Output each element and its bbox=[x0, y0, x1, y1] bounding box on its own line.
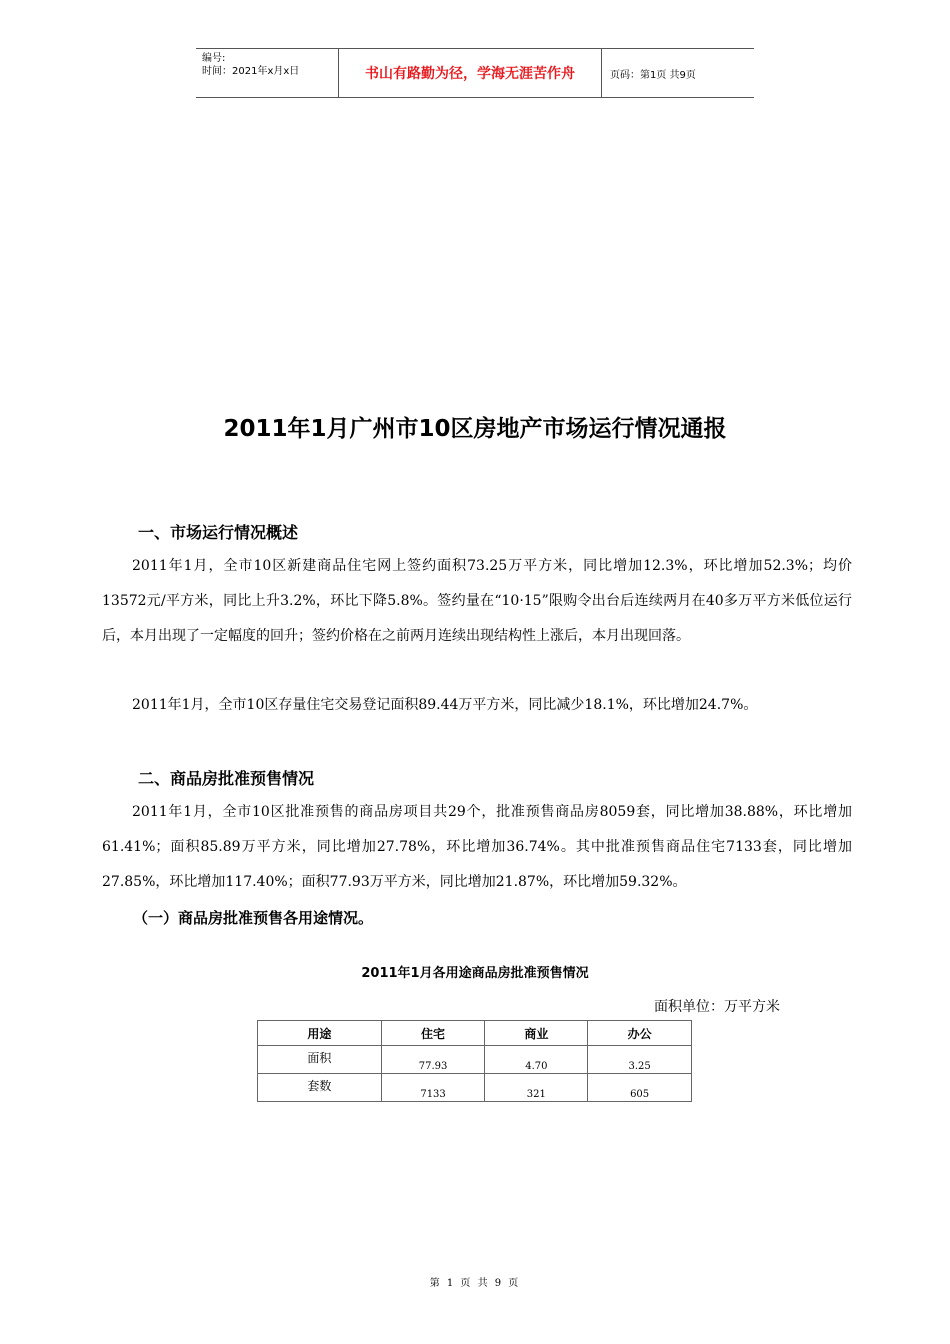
table-header-cell: 住宅 bbox=[381, 1021, 485, 1046]
table-header-row bbox=[258, 1021, 692, 1046]
section1-heading: 一、市场运行情况概述 bbox=[138, 523, 299, 542]
section2-subheading: （一）商品房批准预售各用途情况。 bbox=[133, 909, 374, 927]
table-cell: 321 bbox=[485, 1074, 588, 1102]
table-unit: 面积单位：万平方米 bbox=[654, 999, 780, 1015]
header-motto: 书山有路勤为径，学海无涯苦作舟 bbox=[338, 49, 602, 97]
header-meta bbox=[196, 49, 338, 97]
table-caption: 2011年1月各用途商品房批准预售情况 bbox=[361, 966, 589, 981]
section2-paragraph: 2011年1月，全市10区批准预售的商品房项目共29个，批准预售商品房8059套，同比增加38.88%，环比增加61.41%；面积85.89万平方米，同比增加27.78%，环比增加36.74%。其中批准预售商品住宅7133套，同比增加27.85%，环比增加117.40%；面积77.93万平方米，同比增加21.87%，环比增加59.32%。 bbox=[102, 804, 852, 890]
header-page-info: 页码：第1页 共9页 bbox=[610, 69, 696, 81]
table-header-cell: 用途 bbox=[258, 1021, 382, 1046]
section2-heading: 二、商品房批准预售情况 bbox=[138, 769, 315, 788]
table-header-cell: 办公 bbox=[588, 1021, 692, 1046]
page-header bbox=[196, 48, 754, 98]
table-cell: 605 bbox=[588, 1074, 692, 1102]
table-row bbox=[258, 1046, 692, 1074]
table-row bbox=[258, 1074, 692, 1102]
table-cell: 77.93 bbox=[381, 1046, 485, 1074]
table-cell: 7133 bbox=[381, 1074, 485, 1102]
document-title: 2011年1月广州市10区房地产市场运行情况通报 bbox=[223, 416, 727, 442]
doc-number-label: 编号: bbox=[202, 53, 226, 64]
doc-time-label: 时间：2021年x月x日 bbox=[202, 66, 300, 77]
section1-paragraph-2: 2011年1月，全市10区存量住宅交易登记面积89.44万平方米，同比减少18.1%，环比增加24.7%。 bbox=[132, 697, 758, 713]
table-cell: 4.70 bbox=[485, 1046, 588, 1074]
table-row-label: 套数 bbox=[258, 1074, 382, 1102]
table-cell: 3.25 bbox=[588, 1046, 692, 1074]
table-header-cell: 商业 bbox=[485, 1021, 588, 1046]
table-row-label: 面积 bbox=[258, 1046, 382, 1074]
page-footer: 第 1 页 共 9 页 bbox=[429, 1278, 521, 1289]
section1-paragraph-1: 2011年1月，全市10区新建商品住宅网上签约面积73.25万平方米，同比增加12.3%，环比增加52.3%；均价13572元/平方米，同比上升3.2%，环比下降5.8%。签约量在“10·15”限购令出台后连续两月在40多万平方米低位运行后，本月出现了一定幅度的回升；签约价格在之前两月连续出现结构性上涨后，本月出现回落。 bbox=[102, 558, 852, 644]
presale-table bbox=[257, 1020, 692, 1102]
